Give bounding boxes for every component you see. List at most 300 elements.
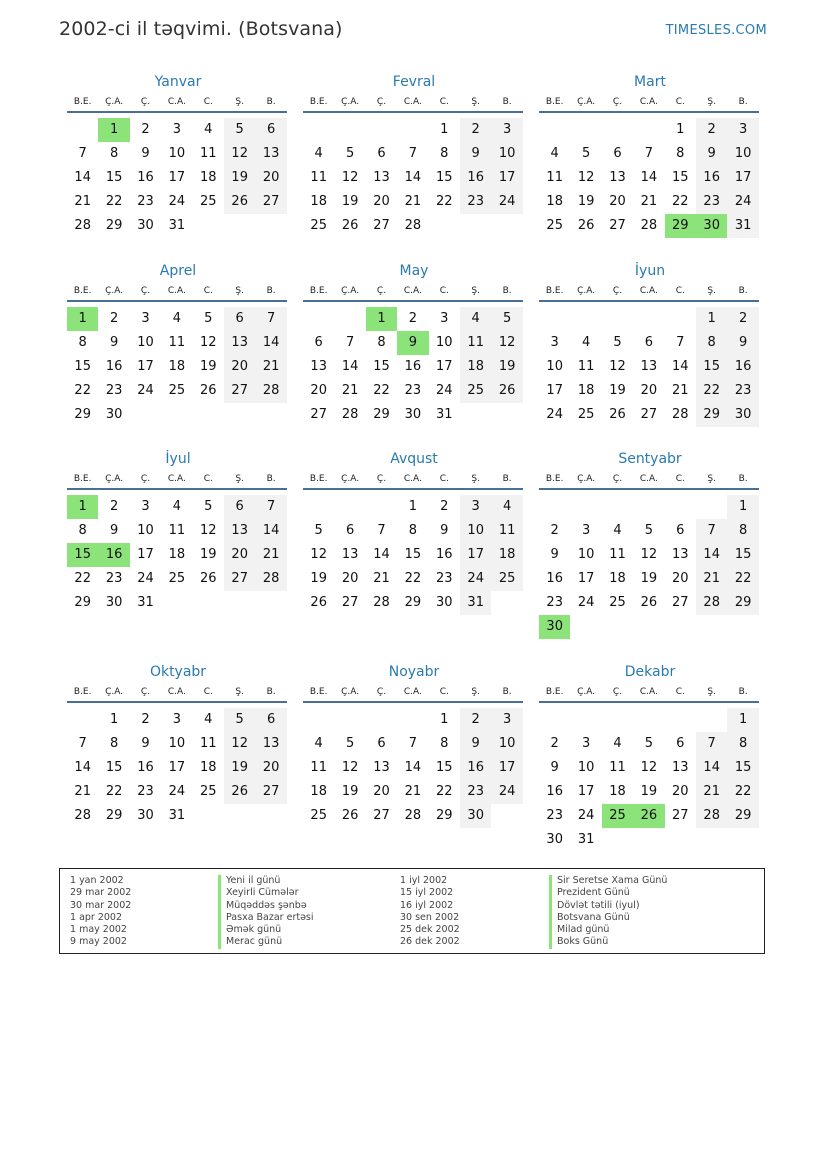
day-cell: 18	[460, 355, 491, 379]
day-cell: 18	[168, 359, 186, 374]
day-cell: 19	[609, 383, 626, 398]
day-cell: 7	[78, 736, 87, 751]
day-cell: 8	[109, 736, 119, 751]
day-cell: 24	[727, 190, 758, 214]
day-cell: 1	[676, 122, 685, 137]
day-cell: 26	[310, 595, 327, 610]
legend-date: 1 apr 2002	[70, 911, 123, 923]
day-cell: 28	[341, 407, 359, 422]
day-cell: 11	[200, 736, 217, 751]
day-cell: 26	[577, 218, 595, 233]
day-cell: 4	[491, 495, 522, 519]
day-cell: 19	[577, 194, 595, 209]
day-cell: 13	[341, 547, 359, 562]
day-cell: 6	[345, 523, 355, 538]
day-cell: 14	[696, 756, 727, 780]
day-cell: 28	[255, 567, 286, 591]
day-cell: 12	[200, 335, 217, 350]
day-cell: 31	[727, 214, 758, 238]
weekday-label: Ş.	[235, 687, 244, 697]
day-cell: 14	[696, 543, 727, 567]
weekday-label: B.	[502, 286, 512, 296]
weekday-label: Ç.A.	[105, 97, 124, 107]
day-cell: 23	[546, 808, 563, 823]
day-cell: 30	[546, 832, 563, 847]
weekday-label: B.E.	[545, 286, 564, 296]
day-cell: 31	[460, 591, 491, 615]
day-cell: 8	[727, 732, 758, 756]
day-cell: 29	[727, 804, 758, 828]
day-cell: 31	[577, 832, 595, 847]
legend-date: 26 dek 2002	[400, 936, 460, 948]
day-cell: 17	[546, 383, 563, 398]
day-cell: 23	[460, 780, 491, 804]
day-cell: 19	[341, 784, 359, 799]
day-cell: 25	[460, 379, 491, 403]
day-cell: 1	[440, 712, 449, 727]
weekday-label: B.E.	[545, 474, 564, 484]
legend-date: 1 yan 2002	[70, 875, 124, 886]
day-cell: 12	[577, 170, 595, 185]
day-cell: 6	[644, 335, 654, 350]
weekday-label: C.	[203, 286, 213, 296]
weekday-label: C.	[439, 97, 449, 107]
holiday-day-cell: 16	[98, 543, 129, 567]
day-cell: 24	[491, 190, 522, 214]
day-cell: 18	[577, 383, 595, 398]
day-cell: 10	[727, 142, 758, 166]
weekday-label: Ç.	[140, 97, 151, 107]
day-cell: 25	[609, 595, 626, 610]
day-cell: 3	[491, 118, 522, 142]
day-cell: 23	[460, 190, 491, 214]
day-cell: 20	[341, 571, 359, 586]
day-cell: 14	[404, 760, 422, 775]
day-cell: 10	[460, 519, 491, 543]
weekday-label: Ç.	[376, 97, 387, 107]
day-cell: 10	[491, 142, 522, 166]
day-cell: 22	[727, 567, 758, 591]
weekday-label: C.	[203, 687, 213, 697]
day-cell: 21	[696, 780, 727, 804]
day-cell: 29	[696, 403, 727, 427]
day-cell: 20	[373, 784, 390, 799]
day-cell: 9	[727, 331, 758, 355]
day-cell: 11	[460, 331, 491, 355]
day-cell: 4	[314, 736, 323, 751]
day-cell: 4	[550, 146, 559, 161]
day-cell: 5	[613, 335, 622, 350]
weekday-label: Ç.	[140, 286, 151, 296]
day-cell: 24	[137, 571, 154, 586]
month-divider	[539, 701, 759, 703]
day-cell: 11	[310, 170, 327, 185]
day-cell: 11	[546, 170, 563, 185]
day-cell: 4	[314, 146, 323, 161]
day-cell: 24	[460, 567, 491, 591]
day-cell: 13	[224, 331, 255, 355]
legend-date: 1 may 2002	[70, 924, 127, 936]
day-cell: 2	[141, 122, 150, 137]
day-cell: 21	[341, 383, 359, 398]
day-cell: 29	[105, 808, 123, 823]
weekday-label: Ç.A.	[341, 687, 360, 697]
day-cell: 24	[546, 407, 563, 422]
day-cell: 25	[491, 567, 522, 591]
day-cell: 15	[696, 355, 727, 379]
day-cell: 15	[727, 543, 758, 567]
weekday-label: Ç.A.	[577, 286, 596, 296]
day-cell: 22	[436, 194, 453, 209]
brand-link[interactable]: TIMESLES.COM	[665, 23, 767, 38]
weekday-label: B.	[502, 474, 512, 484]
day-cell: 9	[141, 736, 150, 751]
day-cell: 8	[676, 146, 685, 161]
weekday-label: C.A.	[403, 97, 422, 107]
weekday-label: B.E.	[545, 97, 564, 107]
holiday-day-cell: 30	[696, 214, 727, 238]
day-cell: 19	[224, 166, 255, 190]
weekday-label: Ç.A.	[105, 687, 124, 697]
day-cell: 18	[546, 194, 563, 209]
day-cell: 18	[609, 784, 626, 799]
day-cell: 29	[74, 595, 91, 610]
day-cell: 13	[609, 170, 626, 185]
legend-date: 1 iyl 2002	[400, 875, 448, 886]
weekday-label: B.E.	[73, 286, 92, 296]
day-cell: 28	[74, 218, 91, 233]
day-cell: 12	[609, 359, 626, 374]
day-cell: 24	[168, 784, 186, 799]
legend-holiday-name: Boks Günü	[549, 936, 667, 948]
day-cell: 5	[314, 523, 323, 538]
legend-holiday-name: Müqəddəs şənbə	[218, 900, 314, 912]
weekday-label: C.A.	[403, 286, 422, 296]
month-name: Sentyabr	[618, 451, 682, 467]
day-cell: 22	[74, 383, 91, 398]
month-name: Noyabr	[388, 664, 440, 680]
month-divider	[303, 300, 523, 302]
legend-holiday-name: Merac günü	[218, 936, 314, 948]
weekday-label: C.A.	[639, 97, 658, 107]
day-cell: 25	[200, 194, 217, 209]
legend-date: 30 sen 2002	[400, 911, 460, 923]
weekday-label: Ş.	[471, 687, 480, 697]
day-cell: 15	[404, 547, 422, 562]
day-cell: 17	[436, 359, 453, 374]
day-cell: 3	[172, 122, 182, 137]
day-cell: 27	[640, 407, 658, 422]
day-cell: 9	[460, 142, 491, 166]
day-cell: 13	[310, 359, 327, 374]
weekday-label: Ç.A.	[105, 474, 124, 484]
day-cell: 20	[672, 784, 689, 799]
day-cell: 1	[440, 122, 449, 137]
day-cell: 24	[577, 595, 595, 610]
legend-dates-right	[400, 875, 460, 949]
day-cell: 14	[255, 519, 286, 543]
month-name: Oktyabr	[149, 664, 207, 680]
day-cell: 27	[224, 567, 255, 591]
day-cell: 2	[440, 499, 449, 514]
day-cell: 16	[546, 571, 563, 586]
holiday-day-cell: 1	[98, 118, 129, 142]
day-cell: 14	[341, 359, 359, 374]
weekday-label: Ç.A.	[341, 97, 360, 107]
day-cell: 4	[460, 307, 491, 331]
day-cell: 21	[672, 383, 689, 398]
day-cell: 3	[550, 335, 559, 350]
day-cell: 2	[109, 311, 119, 326]
day-cell: 11	[609, 760, 626, 775]
day-cell: 11	[577, 359, 595, 374]
holiday-day-cell: 1	[67, 307, 98, 331]
day-cell: 26	[224, 190, 255, 214]
month-divider	[67, 488, 287, 490]
weekday-label: C.	[675, 687, 685, 697]
weekday-label: C.A.	[639, 286, 658, 296]
legend-holiday-name: Dövlət tətili (iyul)	[549, 900, 667, 912]
day-cell: 6	[676, 523, 685, 538]
weekday-label: B.E.	[309, 474, 328, 484]
day-cell: 23	[546, 595, 563, 610]
day-cell: 21	[255, 543, 286, 567]
day-cell: 14	[255, 331, 286, 355]
day-cell: 21	[255, 355, 286, 379]
day-cell: 17	[168, 170, 186, 185]
day-cell: 9	[550, 547, 559, 562]
weekday-label: B.E.	[545, 687, 564, 697]
weekday-label: Ç.	[376, 286, 387, 296]
day-cell: 22	[373, 383, 390, 398]
weekday-label: B.	[266, 286, 276, 296]
month-divider	[539, 300, 759, 302]
day-cell: 13	[373, 170, 390, 185]
weekday-label: C.A.	[167, 474, 186, 484]
weekday-label: C.A.	[639, 687, 658, 697]
weekday-label: B.	[738, 286, 748, 296]
weekday-label: C.	[203, 474, 213, 484]
day-cell: 6	[224, 307, 255, 331]
day-cell: 5	[491, 307, 522, 331]
day-cell: 25	[168, 571, 186, 586]
day-cell: 7	[345, 335, 355, 350]
day-cell: 16	[460, 166, 491, 190]
day-cell: 12	[200, 523, 217, 538]
day-cell: 27	[672, 808, 689, 823]
weekday-label: C.	[675, 286, 685, 296]
weekday-label: C.	[439, 286, 449, 296]
weekday-label: C.A.	[167, 286, 186, 296]
legend-holiday-name: Prezident Günü	[549, 887, 667, 899]
weekday-label: Ç.A.	[577, 474, 596, 484]
day-cell: 5	[644, 736, 654, 751]
day-cell: 6	[314, 335, 323, 350]
day-cell: 26	[640, 595, 658, 610]
day-cell: 29	[105, 218, 123, 233]
day-cell: 10	[137, 523, 154, 538]
month-name: Fevral	[392, 74, 436, 90]
day-cell: 22	[105, 784, 123, 799]
day-cell: 5	[345, 736, 355, 751]
weekday-label: C.	[675, 474, 685, 484]
day-cell: 17	[491, 166, 522, 190]
day-cell: 7	[255, 495, 286, 519]
day-cell: 26	[200, 383, 217, 398]
day-cell: 31	[168, 808, 186, 823]
day-cell: 19	[224, 756, 255, 780]
day-cell: 27	[255, 780, 286, 804]
day-cell: 4	[172, 311, 182, 326]
day-cell: 27	[609, 218, 626, 233]
day-cell: 9	[109, 523, 119, 538]
weekday-label: B.	[266, 474, 276, 484]
day-cell: 5	[581, 146, 591, 161]
weekday-label: Ş.	[707, 286, 716, 296]
day-cell: 2	[141, 712, 150, 727]
day-cell: 24	[168, 194, 186, 209]
day-cell: 15	[74, 359, 91, 374]
day-cell: 21	[74, 194, 91, 209]
day-cell: 12	[640, 760, 658, 775]
day-cell: 15	[373, 359, 390, 374]
day-cell: 2	[696, 118, 727, 142]
day-cell: 7	[377, 523, 386, 538]
day-cell: 10	[577, 760, 595, 775]
month-name: Avqust	[390, 451, 438, 467]
day-cell: 20	[224, 355, 255, 379]
day-cell: 14	[74, 760, 91, 775]
month-name: Mart	[634, 74, 666, 90]
day-cell: 17	[491, 756, 522, 780]
day-cell: 31	[168, 218, 186, 233]
day-cell: 28	[404, 808, 422, 823]
weekday-label: Ş.	[707, 474, 716, 484]
day-cell: 15	[727, 756, 758, 780]
day-cell: 20	[640, 383, 658, 398]
day-cell: 22	[727, 780, 758, 804]
weekday-label: Ş.	[471, 286, 480, 296]
day-cell: 12	[224, 732, 255, 756]
day-cell: 27	[672, 595, 689, 610]
day-cell: 5	[224, 118, 255, 142]
day-cell: 17	[137, 547, 154, 562]
legend-holiday-name: Pasxa Bazar ertəsi	[218, 912, 314, 924]
day-cell: 8	[440, 146, 449, 161]
holiday-day-cell: 30	[539, 615, 570, 639]
day-cell: 17	[137, 359, 154, 374]
page-title: 2002-ci il təqvimi. (Botsvana)	[59, 18, 343, 40]
legend-holiday-name: Yeni il günü	[218, 875, 314, 887]
day-cell: 14	[404, 170, 422, 185]
day-cell: 3	[141, 499, 150, 514]
day-cell: 24	[491, 780, 522, 804]
day-cell: 4	[172, 499, 182, 514]
month-name: Yanvar	[154, 74, 202, 90]
day-cell: 20	[609, 194, 626, 209]
day-cell: 2	[408, 311, 418, 326]
day-cell: 30	[436, 595, 453, 610]
month-divider	[539, 111, 759, 113]
day-cell: 28	[696, 804, 727, 828]
weekday-label: B.	[502, 687, 512, 697]
weekday-label: Ç.A.	[341, 286, 360, 296]
weekday-label: Ş.	[471, 474, 480, 484]
day-cell: 7	[696, 732, 727, 756]
day-cell: 18	[491, 543, 522, 567]
day-cell: 18	[200, 760, 217, 775]
day-cell: 9	[696, 142, 727, 166]
month-divider	[303, 111, 523, 113]
day-cell: 9	[141, 146, 150, 161]
weekday-label: Ş.	[235, 286, 244, 296]
legend-holiday-name: Əmək günü	[218, 924, 314, 936]
day-cell: 1	[696, 307, 727, 331]
weekday-label: Ş.	[471, 97, 480, 107]
day-cell: 6	[613, 146, 622, 161]
day-cell: 23	[404, 383, 422, 398]
day-cell: 13	[255, 732, 286, 756]
day-cell: 23	[137, 194, 154, 209]
day-cell: 3	[141, 311, 150, 326]
day-cell: 22	[74, 571, 91, 586]
day-cell: 2	[109, 499, 119, 514]
day-cell: 17	[460, 543, 491, 567]
day-cell: 12	[310, 547, 327, 562]
day-cell: 24	[436, 383, 453, 398]
day-cell: 4	[204, 122, 213, 137]
day-cell: 26	[224, 780, 255, 804]
day-cell: 15	[105, 170, 123, 185]
weekday-label: Ş.	[707, 687, 716, 697]
day-cell: 8	[727, 519, 758, 543]
day-cell: 27	[310, 407, 327, 422]
day-cell: 12	[640, 547, 658, 562]
day-cell: 11	[168, 335, 186, 350]
day-cell: 21	[696, 567, 727, 591]
day-cell: 11	[491, 519, 522, 543]
day-cell: 20	[373, 194, 390, 209]
day-cell: 27	[224, 379, 255, 403]
day-cell: 17	[577, 784, 595, 799]
weekday-label: Ç.	[376, 687, 387, 697]
day-cell: 3	[460, 495, 491, 519]
day-cell: 29	[74, 407, 91, 422]
day-cell: 7	[696, 519, 727, 543]
day-cell: 30	[137, 808, 154, 823]
day-cell: 12	[224, 142, 255, 166]
day-cell: 23	[105, 571, 123, 586]
day-cell: 15	[672, 170, 689, 185]
day-cell: 6	[377, 736, 386, 751]
day-cell: 30	[460, 804, 491, 828]
weekday-label: Ç.	[612, 474, 623, 484]
day-cell: 8	[696, 331, 727, 355]
legend-date: 16 iyl 2002	[400, 899, 454, 911]
day-cell: 13	[640, 359, 658, 374]
day-cell: 28	[696, 591, 727, 615]
day-cell: 21	[404, 784, 422, 799]
day-cell: 27	[373, 218, 390, 233]
weekday-label: C.	[439, 687, 449, 697]
day-cell: 5	[644, 523, 654, 538]
legend-holiday-name: Sir Seretse Xama Günü	[549, 875, 667, 887]
month-divider	[539, 488, 759, 490]
legend-dates-left	[70, 875, 131, 949]
day-cell: 22	[436, 784, 453, 799]
holiday-day-cell: 1	[67, 495, 98, 519]
day-cell: 1	[408, 499, 418, 514]
